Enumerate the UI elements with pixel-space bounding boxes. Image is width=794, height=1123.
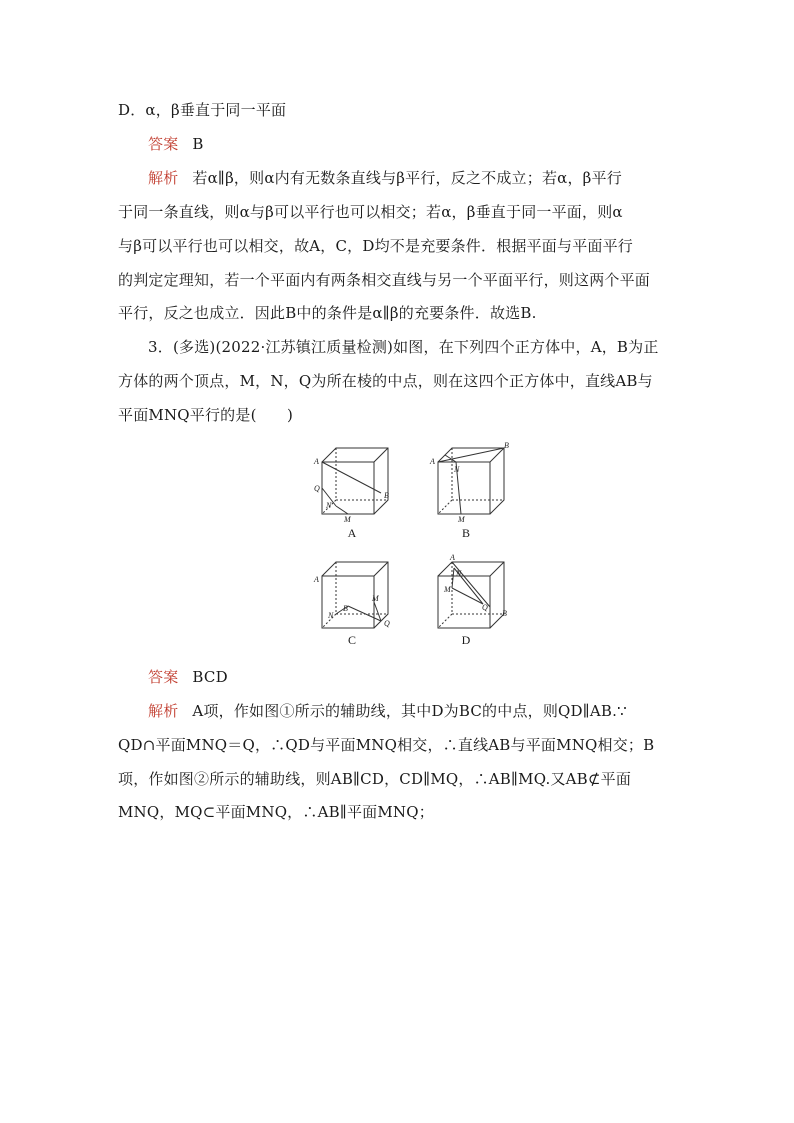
label-a: A — [430, 457, 435, 466]
label-q: Q — [482, 603, 488, 612]
caption-a: A — [347, 526, 357, 540]
answer-value: BCD — [192, 668, 228, 686]
label-b: B — [504, 441, 509, 450]
label-m: M — [372, 594, 379, 603]
label-a: A — [314, 457, 319, 466]
label-q: Q — [384, 619, 390, 628]
label-n: N — [456, 569, 462, 578]
cube-figure-d — [428, 552, 508, 632]
cube-b-diagram — [428, 442, 508, 522]
label-m: M — [444, 585, 451, 594]
analysis-2-line-2: QD∩平面MNQ＝Q，∴QD与平面MNQ相交，∴直线AB与平面MNQ相交；B — [118, 736, 655, 754]
analysis-2-line-4: MNQ，MQ⊂平面MNQ，∴AB∥平面MNQ； — [118, 803, 434, 821]
label-n: N — [454, 465, 460, 474]
cube-d-diagram — [428, 552, 508, 632]
cube-figure-a — [314, 442, 394, 522]
caption-b: B — [461, 526, 470, 540]
label-a: A — [314, 575, 319, 584]
label-m: M — [458, 515, 465, 524]
label-n: N — [328, 611, 334, 620]
answer-value: B — [192, 135, 204, 153]
analysis-1-line-4: 的判定定理知，若一个平面内有两条相交直线与另一个平面平行，则这两个平面 — [118, 271, 651, 289]
analysis-1-line-2: 于同一条直线，则α与β可以平行也可以相交；若α，β垂直于同一平面，则α — [118, 203, 623, 221]
answer-2 — [148, 667, 678, 687]
analysis-1-line-5: 平行，反之也成立．因此B中的条件是α∥β的充要条件．故选B. — [118, 304, 537, 322]
question-3-line-2: 方体的两个顶点，M，N，Q为所在棱的中点，则在这四个正方体中，直线AB与 — [118, 372, 653, 390]
question-3-line-3: 平面MNQ平行的是( ) — [118, 406, 294, 424]
option-d: D．α，β垂直于同一平面 — [118, 101, 287, 119]
label-n: N — [326, 501, 332, 510]
answer-1 — [148, 134, 678, 154]
analysis-1-line-3: 与β可以平行也可以相交，故A，C，D均不是充要条件．根据平面与平面平行 — [118, 237, 634, 255]
label-b: B — [384, 491, 389, 500]
answer-label: 答案 — [148, 668, 179, 686]
analysis-label: 解析 — [148, 169, 179, 187]
cube-figure-b — [428, 442, 508, 522]
caption-c: C — [347, 633, 356, 647]
analysis-label: 解析 — [148, 702, 179, 720]
question-3-line-1: 3．(多选)(2022·江苏镇江质量检测)如图，在下列四个正方体中，A，B为正 — [148, 338, 659, 356]
label-q: Q — [314, 484, 320, 493]
answer-label: 答案 — [148, 135, 179, 153]
label-m: M — [344, 515, 351, 524]
label-b: B — [502, 609, 507, 618]
label-a: A — [450, 553, 455, 562]
analysis-1-line-1: 解析 若α∥β，则α内有无数条直线与β平行，反之不成立；若α，β平行 — [148, 169, 622, 187]
analysis-2-line-1: 解析 A项，作如图①所示的辅助线，其中D为BC的中点，则QD∥AB.∵ — [148, 702, 627, 720]
analysis-2-line-3: 项，作如图②所示的辅助线，则AB∥CD，CD∥MQ，∴AB∥MQ.又AB⊄平面 — [118, 770, 632, 788]
caption-d: D — [461, 633, 471, 647]
cube-a-diagram — [314, 442, 394, 522]
cube-c-diagram — [314, 552, 394, 632]
cube-figure-c — [314, 552, 394, 632]
label-b: B — [343, 604, 348, 613]
